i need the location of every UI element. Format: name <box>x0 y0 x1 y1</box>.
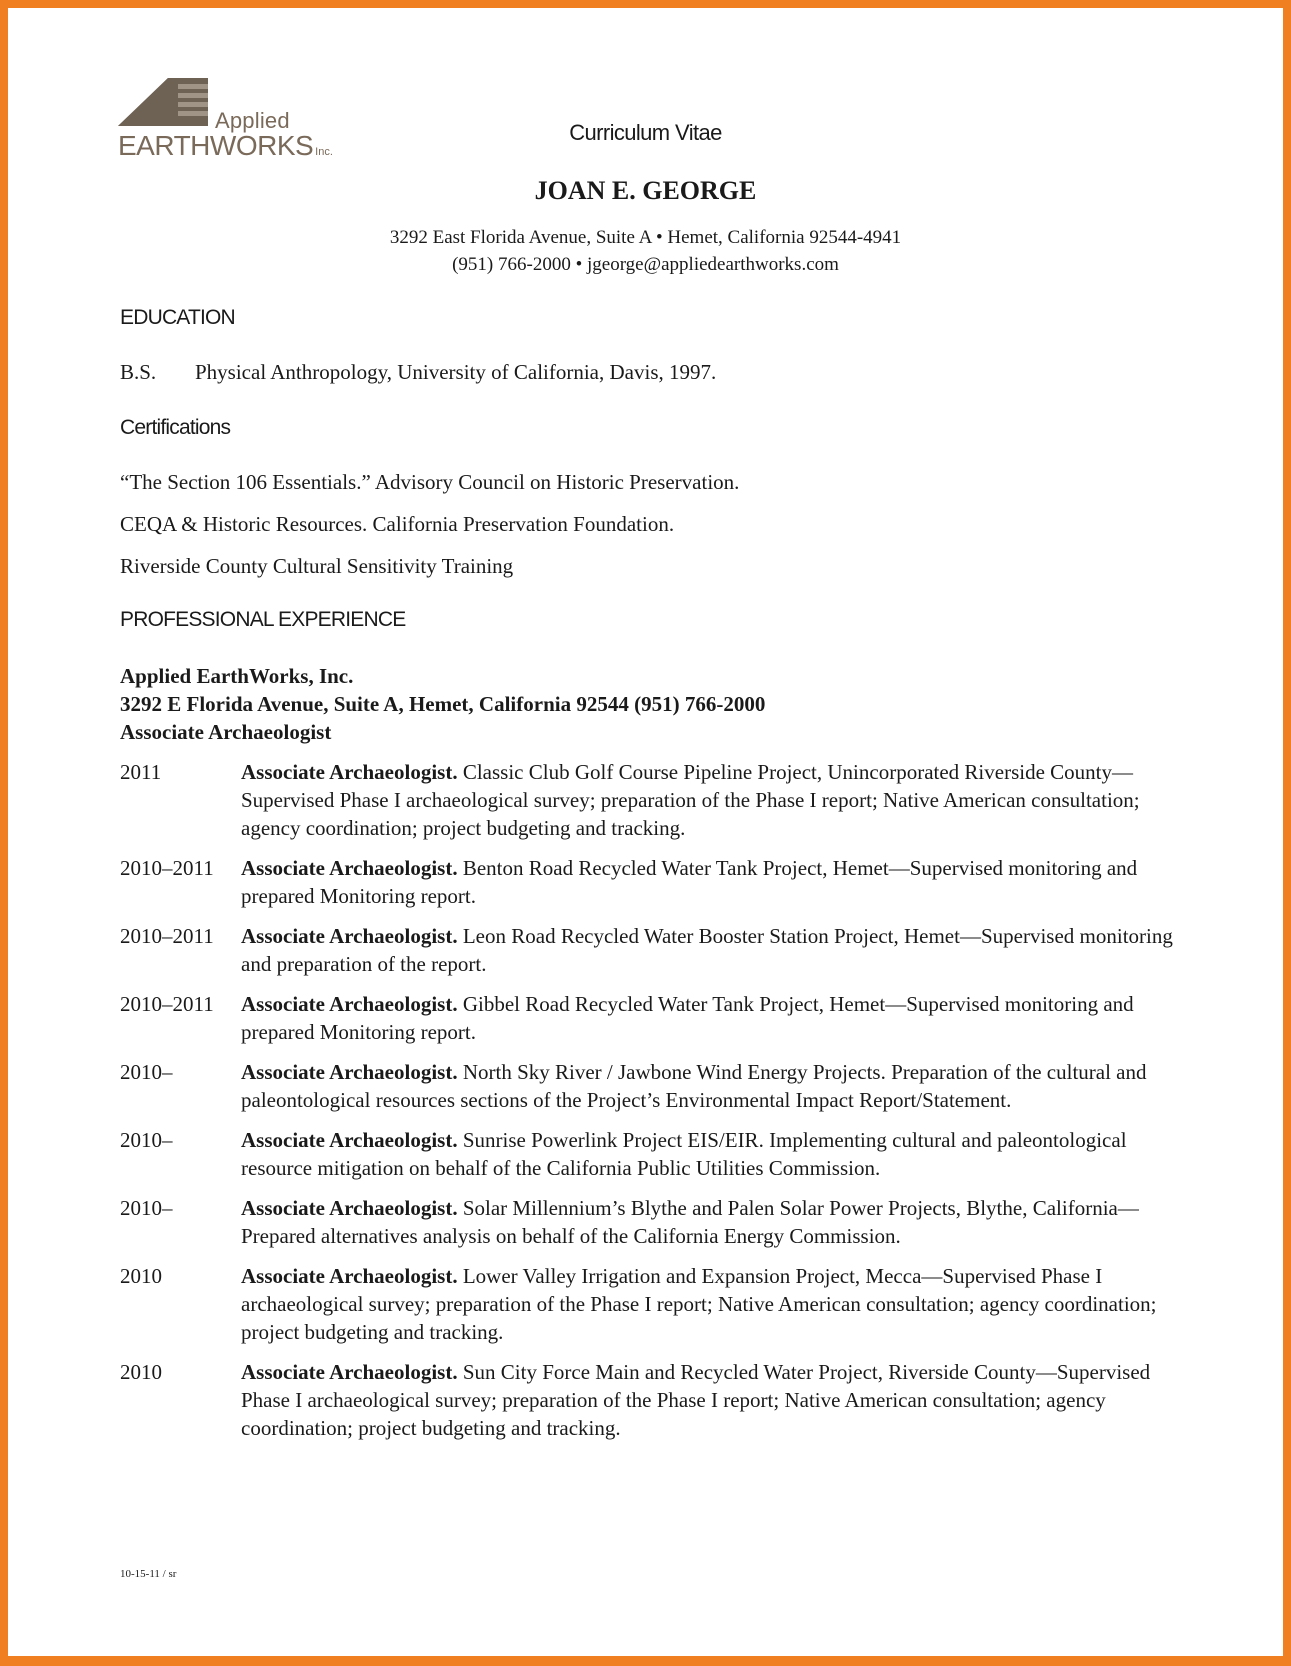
experience-description <box>241 922 1180 978</box>
experience-description <box>241 1126 1180 1182</box>
experience-text: Classic Club Golf Course Pipeline Project, Unincorporated Riverside County— Supervised Phase I archaeological survey; preparation of the Phase I report; Native American consultation; agency coordination; project budgeting and tracking. <box>241 760 1140 840</box>
experience-description <box>241 1262 1180 1346</box>
experience-entry <box>120 854 1180 910</box>
certifications-heading: Certifications <box>120 416 231 439</box>
certification-item: Riverside County Cultural Sensitivity Training <box>120 554 514 578</box>
degree-abbr: B.S. <box>120 360 157 384</box>
experience-description <box>241 1058 1180 1114</box>
document-title-text: Curriculum Vitae <box>569 120 722 145</box>
experience-entry <box>120 922 1180 978</box>
experience-text: North Sky River / Jawbone Wind Energy Projects. Preparation of the cultural and paleontological resources sections of the Project’s Environmental Impact Report/Statement. <box>241 1060 1147 1112</box>
experience-year: 2010– <box>120 1128 173 1152</box>
experience-entry <box>120 990 1180 1046</box>
education-entry <box>120 360 716 385</box>
experience-text: Leon Road Recycled Water Booster Station Project, Hemet—Supervised monitoring and preparation of the report. <box>241 924 1173 976</box>
experience-entry <box>120 1262 1180 1346</box>
experience-text: Sun City Force Main and Recycled Water Project, Riverside County—Supervised Phase I archaeological survey; preparation of the Phase I report; Native American consultation; agency coordination; project budgeting and tracking. <box>241 1360 1151 1440</box>
employer-name: Applied EarthWorks, Inc. <box>120 664 354 688</box>
contact-block <box>0 224 1291 278</box>
experience-heading: PROFESSIONAL EXPERIENCE <box>120 608 406 631</box>
experience-entry <box>120 758 1180 842</box>
experience-text: Lower Valley Irrigation and Expansion Project, Mecca—Supervised Phase I archaeological survey; preparation of the Phase I report; Native American consultation; agency coordination; project budgeting and tracking. <box>241 1264 1157 1344</box>
experience-list <box>120 758 1180 1454</box>
degree-detail: Physical Anthropology, University of California, Davis, 1997. <box>195 360 717 384</box>
document-title <box>0 120 1291 146</box>
experience-text: Sunrise Powerlink Project EIS/EIR. Implementing cultural and paleontological resource mitigation on behalf of the California Public Utilities Commission. <box>241 1128 1127 1180</box>
experience-role: Associate Archaeologist. <box>241 1060 458 1084</box>
experience-description <box>241 758 1180 842</box>
certification-item: CEQA & Historic Resources. California Preservation Foundation. <box>120 512 675 536</box>
experience-description <box>241 990 1180 1046</box>
experience-role: Associate Archaeologist. <box>241 856 458 880</box>
experience-year: 2010–2011 <box>120 856 214 880</box>
experience-role: Associate Archaeologist. <box>241 1264 458 1288</box>
experience-role: Associate Archaeologist. <box>241 992 458 1016</box>
logo-earthworks-word: EARTHWORKS <box>118 130 314 161</box>
experience-role: Associate Archaeologist. <box>241 760 458 784</box>
experience-year: 2011 <box>120 760 162 784</box>
logo-inc: Inc. <box>315 146 333 158</box>
certification-item: “The Section 106 Essentials.” Advisory Council on Historic Preservation. <box>120 470 740 494</box>
person-name: JOAN E. GEORGE <box>534 176 757 205</box>
experience-year: 2010–2011 <box>120 992 214 1016</box>
experience-role: Associate Archaeologist. <box>241 924 458 948</box>
employer-role: Associate Archaeologist <box>120 720 332 744</box>
experience-text: Gibbel Road Recycled Water Tank Project, Hemet—Supervised monitoring and prepared Monitoring report. <box>241 992 1134 1044</box>
experience-text: Benton Road Recycled Water Tank Project, Hemet—Supervised monitoring and prepared Monitoring report. <box>241 856 1138 908</box>
contact-line: (951) 766-2000 • jgeorge@appliedearthworks.com <box>452 254 839 275</box>
employer-block <box>120 662 765 746</box>
experience-year: 2010 <box>120 1264 162 1288</box>
experience-entry <box>120 1358 1180 1442</box>
logo-text-applied: Applied <box>215 108 290 133</box>
experience-description <box>241 1194 1180 1250</box>
employer-address: 3292 E Florida Avenue, Suite A, Hemet, California 92544 (951) 766-2000 <box>120 692 766 716</box>
experience-role: Associate Archaeologist. <box>241 1128 458 1152</box>
experience-description <box>241 854 1180 910</box>
experience-entry <box>120 1058 1180 1114</box>
experience-year: 2010 <box>120 1360 162 1384</box>
experience-year: 2010– <box>120 1060 173 1084</box>
footer-code: 10-15-11 / sr <box>120 1568 177 1580</box>
experience-entry <box>120 1194 1180 1250</box>
experience-role: Associate Archaeologist. <box>241 1360 458 1384</box>
experience-text: Solar Millennium’s Blythe and Palen Solar Power Projects, Blythe, California—Prepared alternatives analysis on behalf of the California Energy Commission. <box>241 1196 1139 1248</box>
experience-year: 2010– <box>120 1196 173 1220</box>
experience-entry <box>120 1126 1180 1182</box>
address-line: 3292 East Florida Avenue, Suite A • Hemet, California 92544-4941 <box>389 227 902 248</box>
experience-year: 2010–2011 <box>120 924 214 948</box>
education-heading: EDUCATION <box>120 306 235 329</box>
experience-role: Associate Archaeologist. <box>241 1196 458 1220</box>
experience-description <box>241 1358 1180 1442</box>
